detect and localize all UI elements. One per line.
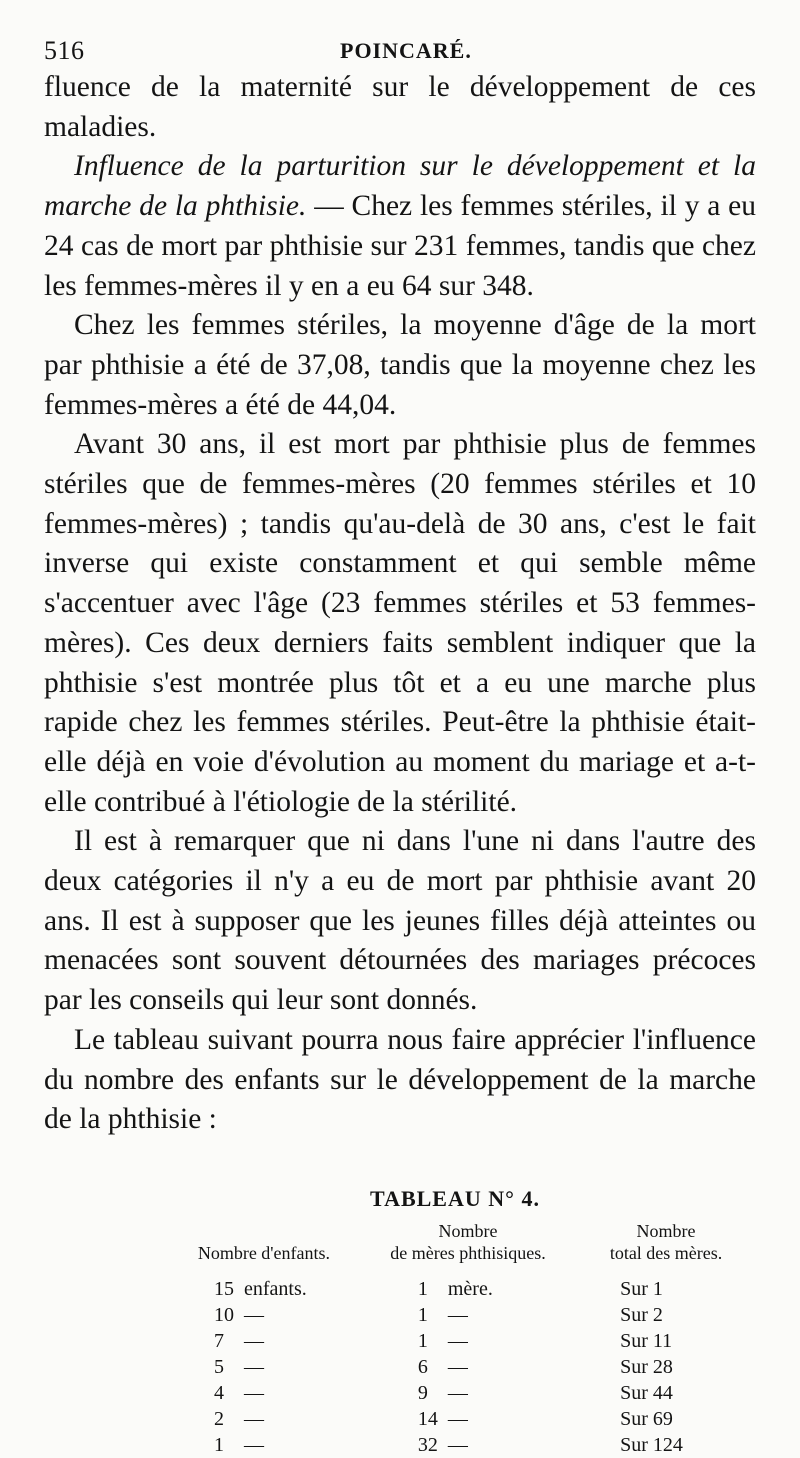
page-header xyxy=(44,32,756,68)
cell-phthisic-mothers: 6 — xyxy=(417,1355,468,1378)
table-header-row xyxy=(162,1220,762,1276)
paragraph-parturition xyxy=(44,147,756,306)
paragraph-table-intro: Le tableau suivant pourra nous faire apprécier l'influence du nombre des enfants sur le développement de la marche de la phthisie : xyxy=(44,1023,756,1136)
cell-phthisic-mothers: 1 — xyxy=(417,1303,468,1326)
cell-children: 15 enfants. xyxy=(214,1277,307,1300)
section-heading-italic: Influence de la parturition sur le développement et la marche de la phthisie. xyxy=(44,150,756,223)
data-table xyxy=(162,1220,762,1458)
cell-children: 4 — xyxy=(214,1381,264,1404)
cell-total-mothers: Sur 44 xyxy=(620,1381,673,1404)
cell-phthisic-mothers: 32 — xyxy=(417,1433,468,1456)
paragraph-continuation: fluence de la maternité sur le développement de ces maladies. xyxy=(44,71,756,143)
paragraph-average-age: Chez les femmes stériles, la moyenne d'âge de la mort par phthisie a été de 37,08, tandis que la moyenne chez les femmes-mères a été de 44,04. xyxy=(44,309,756,421)
cell-total-mothers: Sur 124 xyxy=(620,1433,683,1456)
table-row xyxy=(162,1302,762,1328)
cell-children: 2 — xyxy=(214,1407,264,1430)
cell-children: 1 — xyxy=(214,1433,264,1456)
table-title: TABLEAU N° 4. xyxy=(370,1185,540,1211)
cell-phthisic-mothers: 9 — xyxy=(417,1381,468,1404)
header-total-mothers: Nombre total des mères. xyxy=(609,1220,723,1263)
header-children: Nombre d'enfants. xyxy=(197,1242,331,1263)
cell-total-mothers: Sur 11 xyxy=(620,1329,673,1352)
table-body xyxy=(162,1276,762,1458)
table-row xyxy=(162,1354,762,1380)
table-row xyxy=(162,1432,762,1458)
table-row xyxy=(162,1406,762,1432)
cell-total-mothers: Sur 28 xyxy=(620,1355,673,1378)
paragraph-before-20: Il est à remarquer que ni dans l'une ni dans l'autre des deux catégories il n'y a eu de mort par phthisie avant 20 ans. Il est à supposer que les jeunes filles déjà atteintes ou menacées sont souvent détournées des mariages précoces par les conseils qui leur sont donnés. xyxy=(44,825,756,1017)
table-section xyxy=(44,1186,756,1458)
table-row xyxy=(162,1276,762,1302)
cell-total-mothers: Sur 2 xyxy=(620,1303,663,1326)
paragraph-text: — Chez les femmes stériles, il y a eu 24 cas de mort par phthisie sur 231 femmes, tandis que chez les femmes-mères il y en a eu 64 sur 348. xyxy=(44,190,757,302)
table-row xyxy=(162,1328,762,1354)
paragraph-before-30: Avant 30 ans, il est mort par phthisie plus de femmes stériles que de femmes-mères (20 femmes stériles et 10 femmes-mères) ; tandis qu'au-delà de 30 ans, c'est le fait inverse qui existe constamment et qui semble même s'accentuer avec l'âge (23 femmes stériles et 53 femmes-mères). Ces deux derniers faits semblent indiquer que la phthisie s'est montrée plus tôt et a eu une marche plus rapide chez les femmes stériles. Peut-être la phthisie était-elle déjà en voie d'évolution au moment du mariage et a-t-elle contribué à l'étiologie de la stérilité. xyxy=(44,428,756,818)
cell-phthisic-mothers: 14 — xyxy=(417,1407,468,1430)
body-text xyxy=(44,68,756,1140)
header-phthisic-mothers: Nombre de mères phthisiques. xyxy=(390,1220,546,1263)
cell-children: 7 — xyxy=(214,1329,264,1352)
running-head: POINCARÉ. xyxy=(340,38,472,63)
cell-phthisic-mothers: 1 mère. xyxy=(417,1277,493,1300)
cell-total-mothers: Sur 69 xyxy=(620,1407,673,1430)
page-number: 516 xyxy=(44,36,85,65)
cell-children: 5 — xyxy=(214,1355,264,1378)
cell-children: 10 — xyxy=(214,1303,264,1326)
cell-total-mothers: Sur 1 xyxy=(620,1277,663,1300)
cell-phthisic-mothers: 1 — xyxy=(417,1329,468,1352)
